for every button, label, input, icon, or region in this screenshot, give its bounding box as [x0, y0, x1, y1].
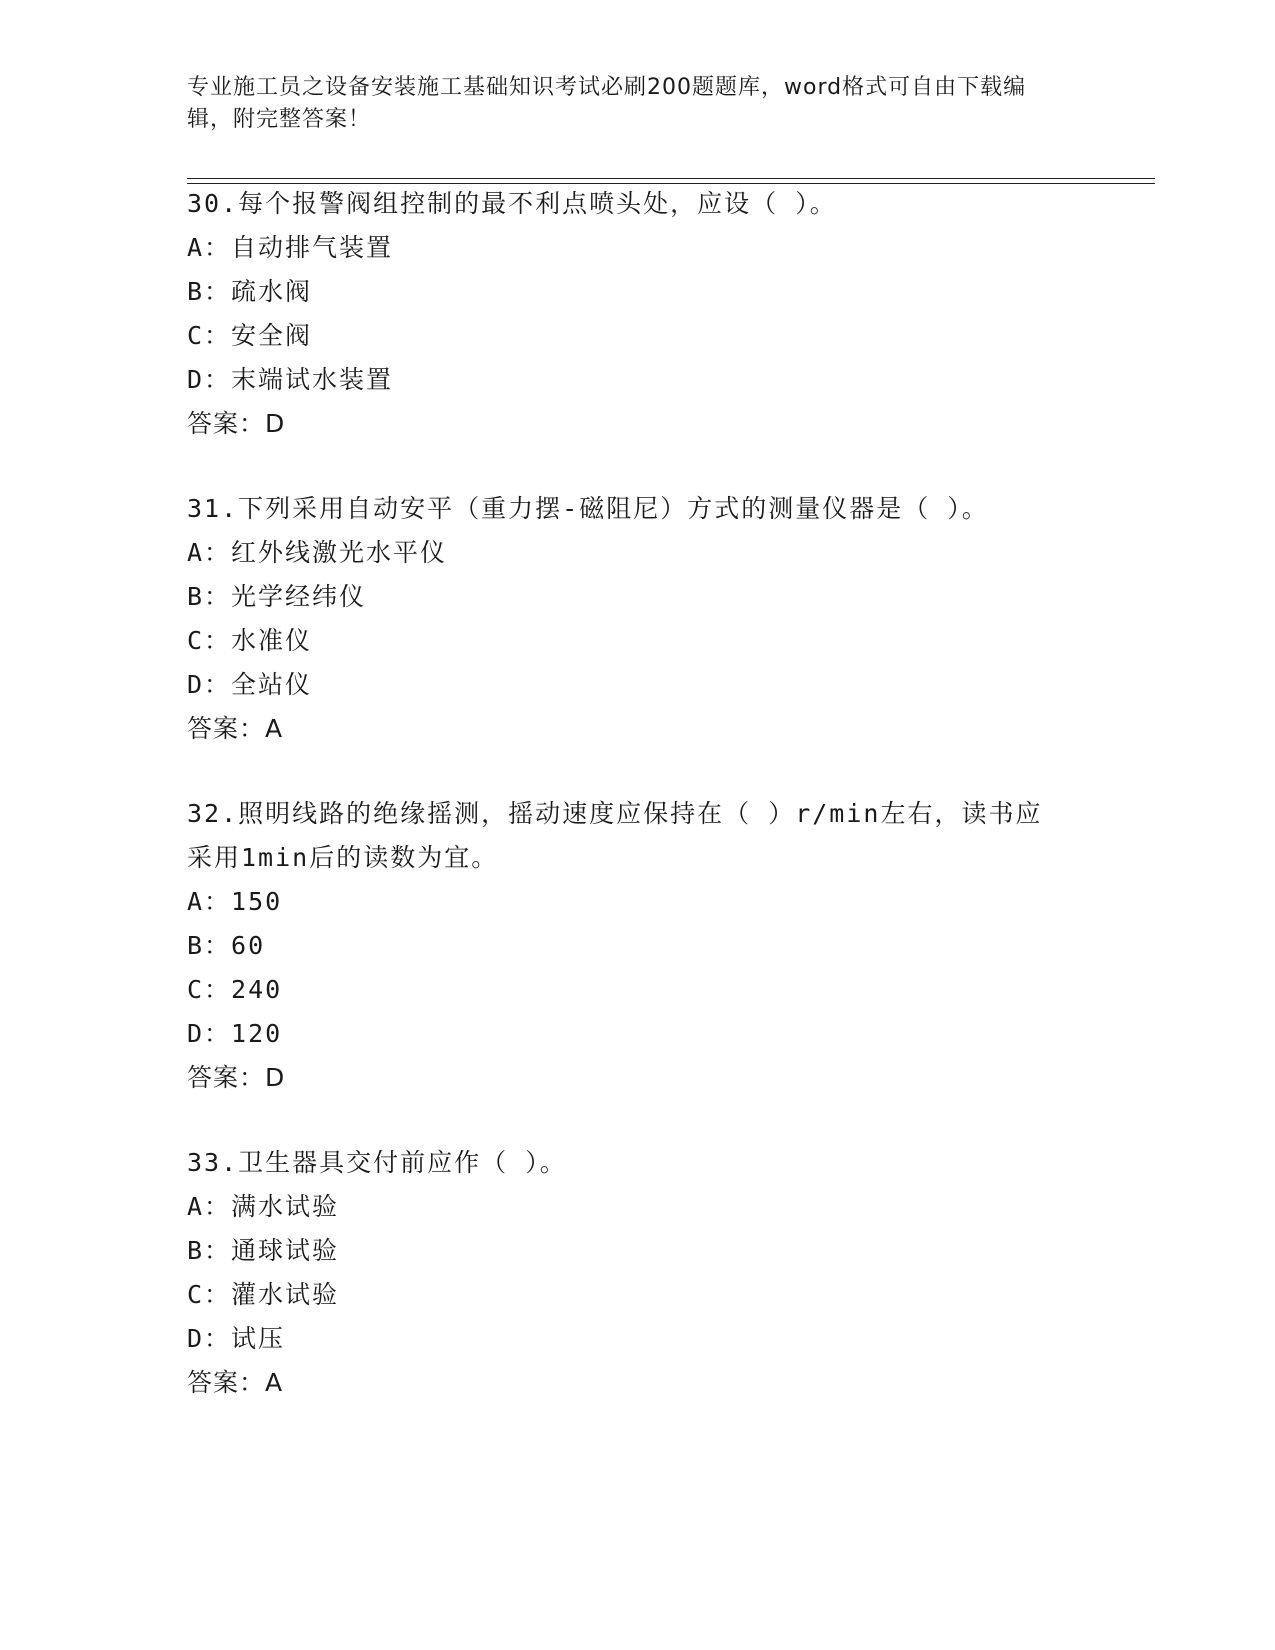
question-32-stem-line1: 32.照明线路的绝缘摇测，摇动速度应保持在（ ）r/min左右，读书应	[187, 799, 1043, 828]
question-32-answer: 答案：D	[187, 1063, 286, 1092]
question-33-option-b: B：通球试验	[187, 1236, 340, 1265]
document-header: 专业施工员之设备安装施工基础知识考试必刷200题题库，word格式可自由下载编辑，附完整答案！	[187, 75, 1027, 132]
question-33-stem: 33.卫生器具交付前应作（ ）。	[187, 1148, 567, 1177]
question-33-option-c: C：灌水试验	[187, 1280, 340, 1309]
question-33-answer: 答案：A	[187, 1368, 284, 1397]
question-30-option-d: D：末端试水装置	[187, 365, 394, 394]
question-31-stem: 31.下列采用自动安平（重力摆-磁阻尼）方式的测量仪器是（ ）。	[187, 494, 989, 523]
question-30-option-c: C：安全阀	[187, 321, 313, 350]
question-32-option-a: A：150	[187, 887, 283, 916]
question-32-option-b: B：60	[187, 931, 266, 960]
header-divider-bottom	[187, 183, 1155, 184]
question-31-option-d: D：全站仪	[187, 670, 313, 699]
header-divider-top	[187, 178, 1155, 179]
question-32-option-c: C：240	[187, 975, 283, 1004]
question-33-option-d: D：试压	[187, 1324, 286, 1353]
question-30-stem: 30.每个报警阀组控制的最不利点喷头处，应设（ ）。	[187, 189, 837, 218]
question-31-option-b: B：光学经纬仪	[187, 582, 367, 611]
question-31-option-a: A：红外线激光水平仪	[187, 538, 448, 567]
question-31-option-c: C：水准仪	[187, 626, 313, 655]
question-33-option-a: A：满水试验	[187, 1192, 340, 1221]
question-30-option-a: A：自动排气装置	[187, 233, 394, 262]
question-32-stem-line2: 采用1min后的读数为宜。	[187, 843, 499, 872]
question-31-answer: 答案：A	[187, 714, 284, 743]
question-30-option-b: B：疏水阀	[187, 277, 313, 306]
question-30-answer: 答案：D	[187, 409, 286, 438]
question-32-option-d: D：120	[187, 1019, 283, 1048]
